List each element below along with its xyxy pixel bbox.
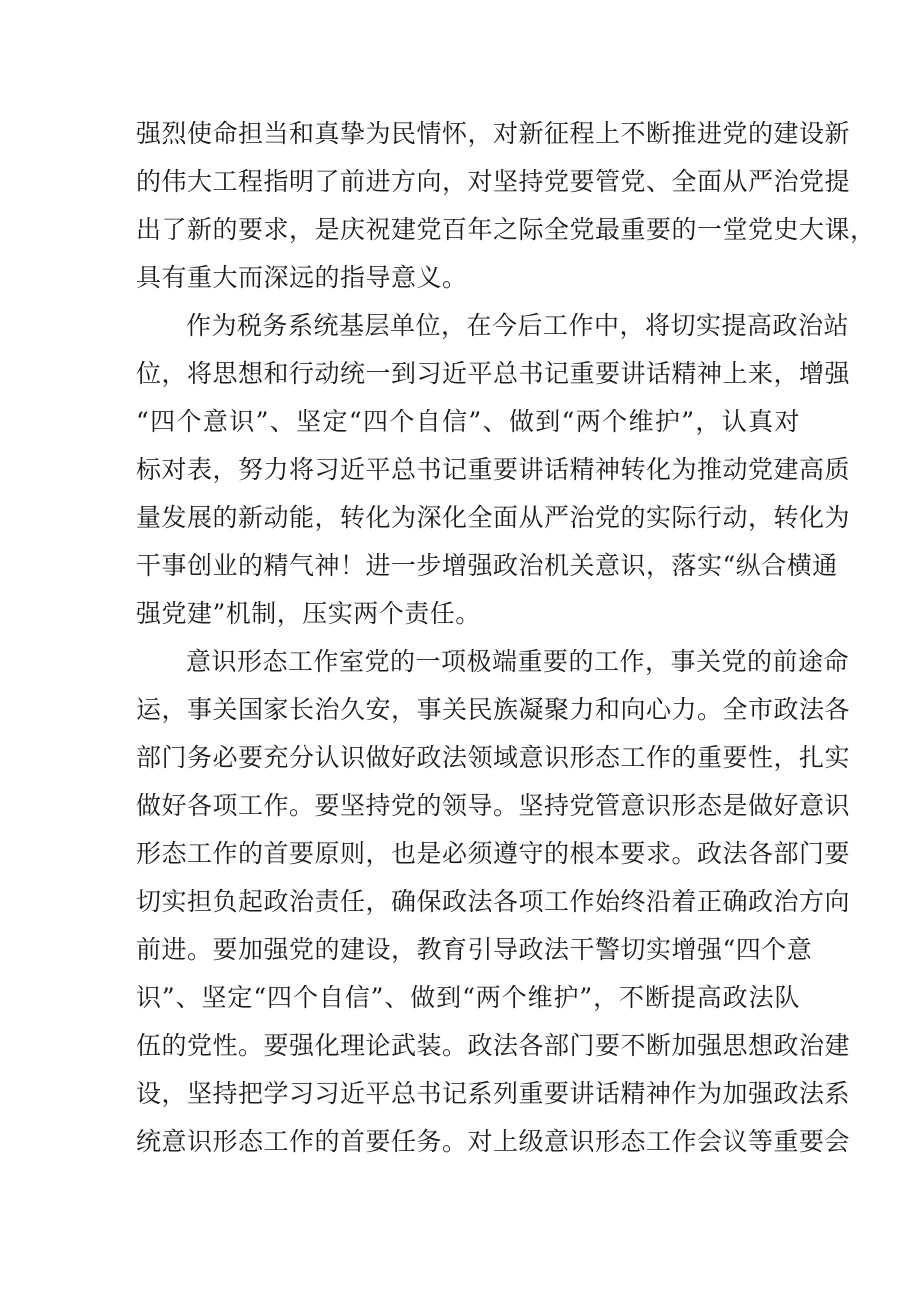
text-line: 部门务必要充分认识做好政法领域意识形态工作的重要性，扎实 <box>136 743 851 772</box>
text-line: 运，事关国家长治久安，事关民族凝聚力和向心力。全市政法各 <box>136 695 851 724</box>
text-line: 干事创业的精气神！进一步增强政治机关意识，落实“纵合横通 <box>136 551 838 580</box>
text-line: 前进。要加强党的建设，教育引导政法干警切实增强“四个意 <box>136 935 813 964</box>
text-line: 量发展的新动能，转化为深化全面从严治党的实际行动，转化为 <box>136 503 851 532</box>
text-line: 做好各项工作。要坚持党的领导。坚持党管意识形态是做好意识 <box>136 791 851 820</box>
text-line: 切实担负起政治责任，确保政法各项工作始终沿着正确政治方向 <box>136 887 851 916</box>
text-line: 伍的党性。要强化理论武装。政法各部门要不断加强思想政治建 <box>136 1031 851 1060</box>
text-line: 具有重大而深远的指导意义。 <box>136 263 468 292</box>
text-line: “四个意识”、坚定“四个自信”、做到“两个维护”，认真对 <box>136 407 800 436</box>
text-line: 出了新的要求，是庆祝建党百年之际全党最重要的一堂党史大课， <box>136 215 876 244</box>
text-line: 意识形态工作室党的一项极端重要的工作，事关党的前途命 <box>186 647 850 676</box>
text-line: 标对表，努力将习近平总书记重要讲话精神转化为推动党建高质 <box>136 455 851 484</box>
text-line: 强党建”机制，压实两个责任。 <box>136 599 481 628</box>
text-line: 识”、坚定“四个自信”、做到“两个维护”，不断提高政法队 <box>136 983 800 1012</box>
text-line: 的伟大工程指明了前进方向，对坚持党要管党、全面从严治党提 <box>136 167 851 196</box>
text-line: 作为税务系统基层单位，在今后工作中，将切实提高政治站 <box>186 311 850 340</box>
text-line: 设，坚持把学习习近平总书记系列重要讲话精神作为加强政法系 <box>136 1079 851 1108</box>
text-line: 统意识形态工作的首要任务。对上级意识形态工作会议等重要会 <box>136 1127 851 1156</box>
text-line: 形态工作的首要原则，也是必须遵守的根本要求。政法各部门要 <box>136 839 851 868</box>
text-line: 强烈使命担当和真挚为民情怀，对新征程上不断推进党的建设新 <box>136 119 851 148</box>
text-line: 位，将思想和行动统一到习近平总书记重要讲话精神上来，增强 <box>136 359 851 388</box>
